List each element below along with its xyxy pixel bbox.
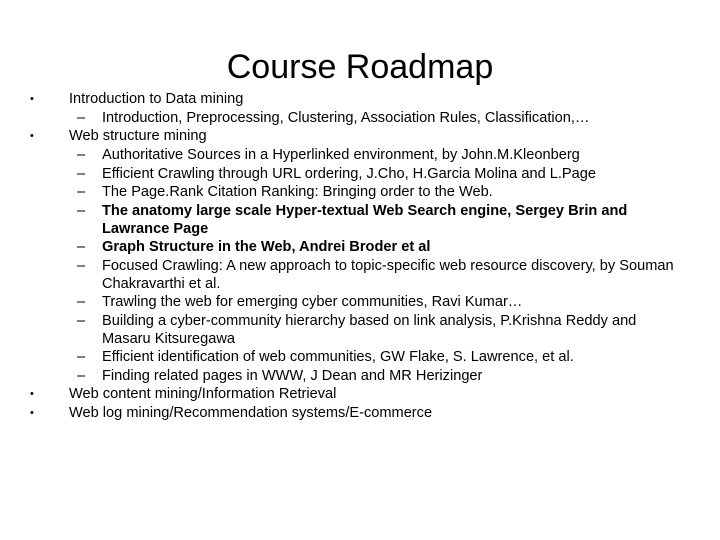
bullet-icon: • — [30, 130, 34, 142]
slide-content — [0, 90, 720, 423]
sub-list-item — [0, 109, 720, 127]
sub-list-item — [0, 202, 720, 238]
sub-list-item-label: Efficient Crawling through URL ordering, J.Cho, H.Garcia Molina and L.Page — [102, 165, 597, 182]
sub-list-item — [0, 183, 720, 201]
list-item — [0, 90, 720, 109]
dash-icon: – — [77, 312, 86, 329]
dash-icon: – — [77, 257, 86, 274]
sub-list-item-label: Trawling the web for emerging cyber communities, Ravi Kumar… — [102, 294, 523, 310]
sub-list-item-label: The Page.Rank Citation Ranking: Bringing order to the Web. — [102, 184, 493, 200]
sub-list-item — [0, 293, 720, 311]
sub-list-item-label: The anatomy large scale Hyper-textual Web Search engine, Sergey Brin and Lawrance Page — [102, 202, 628, 237]
sub-list-item-label: Introduction, Preprocessing, Clustering, Association Rules, Classification,… — [102, 110, 590, 126]
sub-list-item — [0, 257, 720, 293]
bullet-icon: • — [30, 406, 34, 419]
list-item — [0, 127, 720, 146]
sub-list-item — [0, 312, 720, 348]
sub-list-item — [0, 367, 720, 385]
sub-list-item — [0, 238, 720, 256]
sub-list-item — [0, 146, 720, 164]
slide-title: Course Roadmap — [226, 48, 494, 86]
dash-icon: – — [77, 367, 86, 384]
dash-icon: – — [77, 184, 86, 200]
sub-list-item-label: Building a cyber-community hierarchy based on link analysis, P.Krishna Reddy and Masaru Kitsuregawa — [102, 312, 637, 347]
dash-icon: – — [77, 147, 86, 163]
dash-icon: – — [77, 294, 86, 310]
dash-icon: – — [77, 202, 86, 219]
sub-list-item-label: Finding related pages in WWW, J Dean and MR Herizinger — [102, 367, 483, 384]
sub-list-item-label: Efficient identification of web communities, GW Flake, S. Lawrence, et al. — [102, 349, 574, 365]
dash-icon: – — [77, 110, 86, 126]
bullet-icon: • — [30, 387, 34, 400]
bullet-icon: • — [30, 93, 34, 105]
list-item-label: Web content mining/Information Retrieval — [69, 385, 337, 402]
sub-list-item-label: Graph Structure in the Web, Andrei Broder et al — [102, 239, 431, 255]
list-item-label: Introduction to Data mining — [69, 91, 244, 107]
dash-icon: – — [77, 239, 86, 255]
list-item-label: Web log mining/Recommendation systems/E-commerce — [69, 404, 433, 421]
sub-list-item-label: Focused Crawling: A new approach to topic-specific web resource discovery, by Souman Chakravarthi et al. — [102, 257, 674, 292]
dash-icon: – — [77, 349, 86, 365]
sub-list-item-label: Authoritative Sources in a Hyperlinked environment, by John.M.Kleonberg — [102, 147, 580, 163]
list-item — [0, 385, 720, 404]
list-item — [0, 404, 720, 423]
sub-list-item — [0, 165, 720, 183]
dash-icon: – — [77, 165, 86, 182]
list-item-label: Web structure mining — [69, 128, 207, 144]
sub-list-item — [0, 348, 720, 366]
